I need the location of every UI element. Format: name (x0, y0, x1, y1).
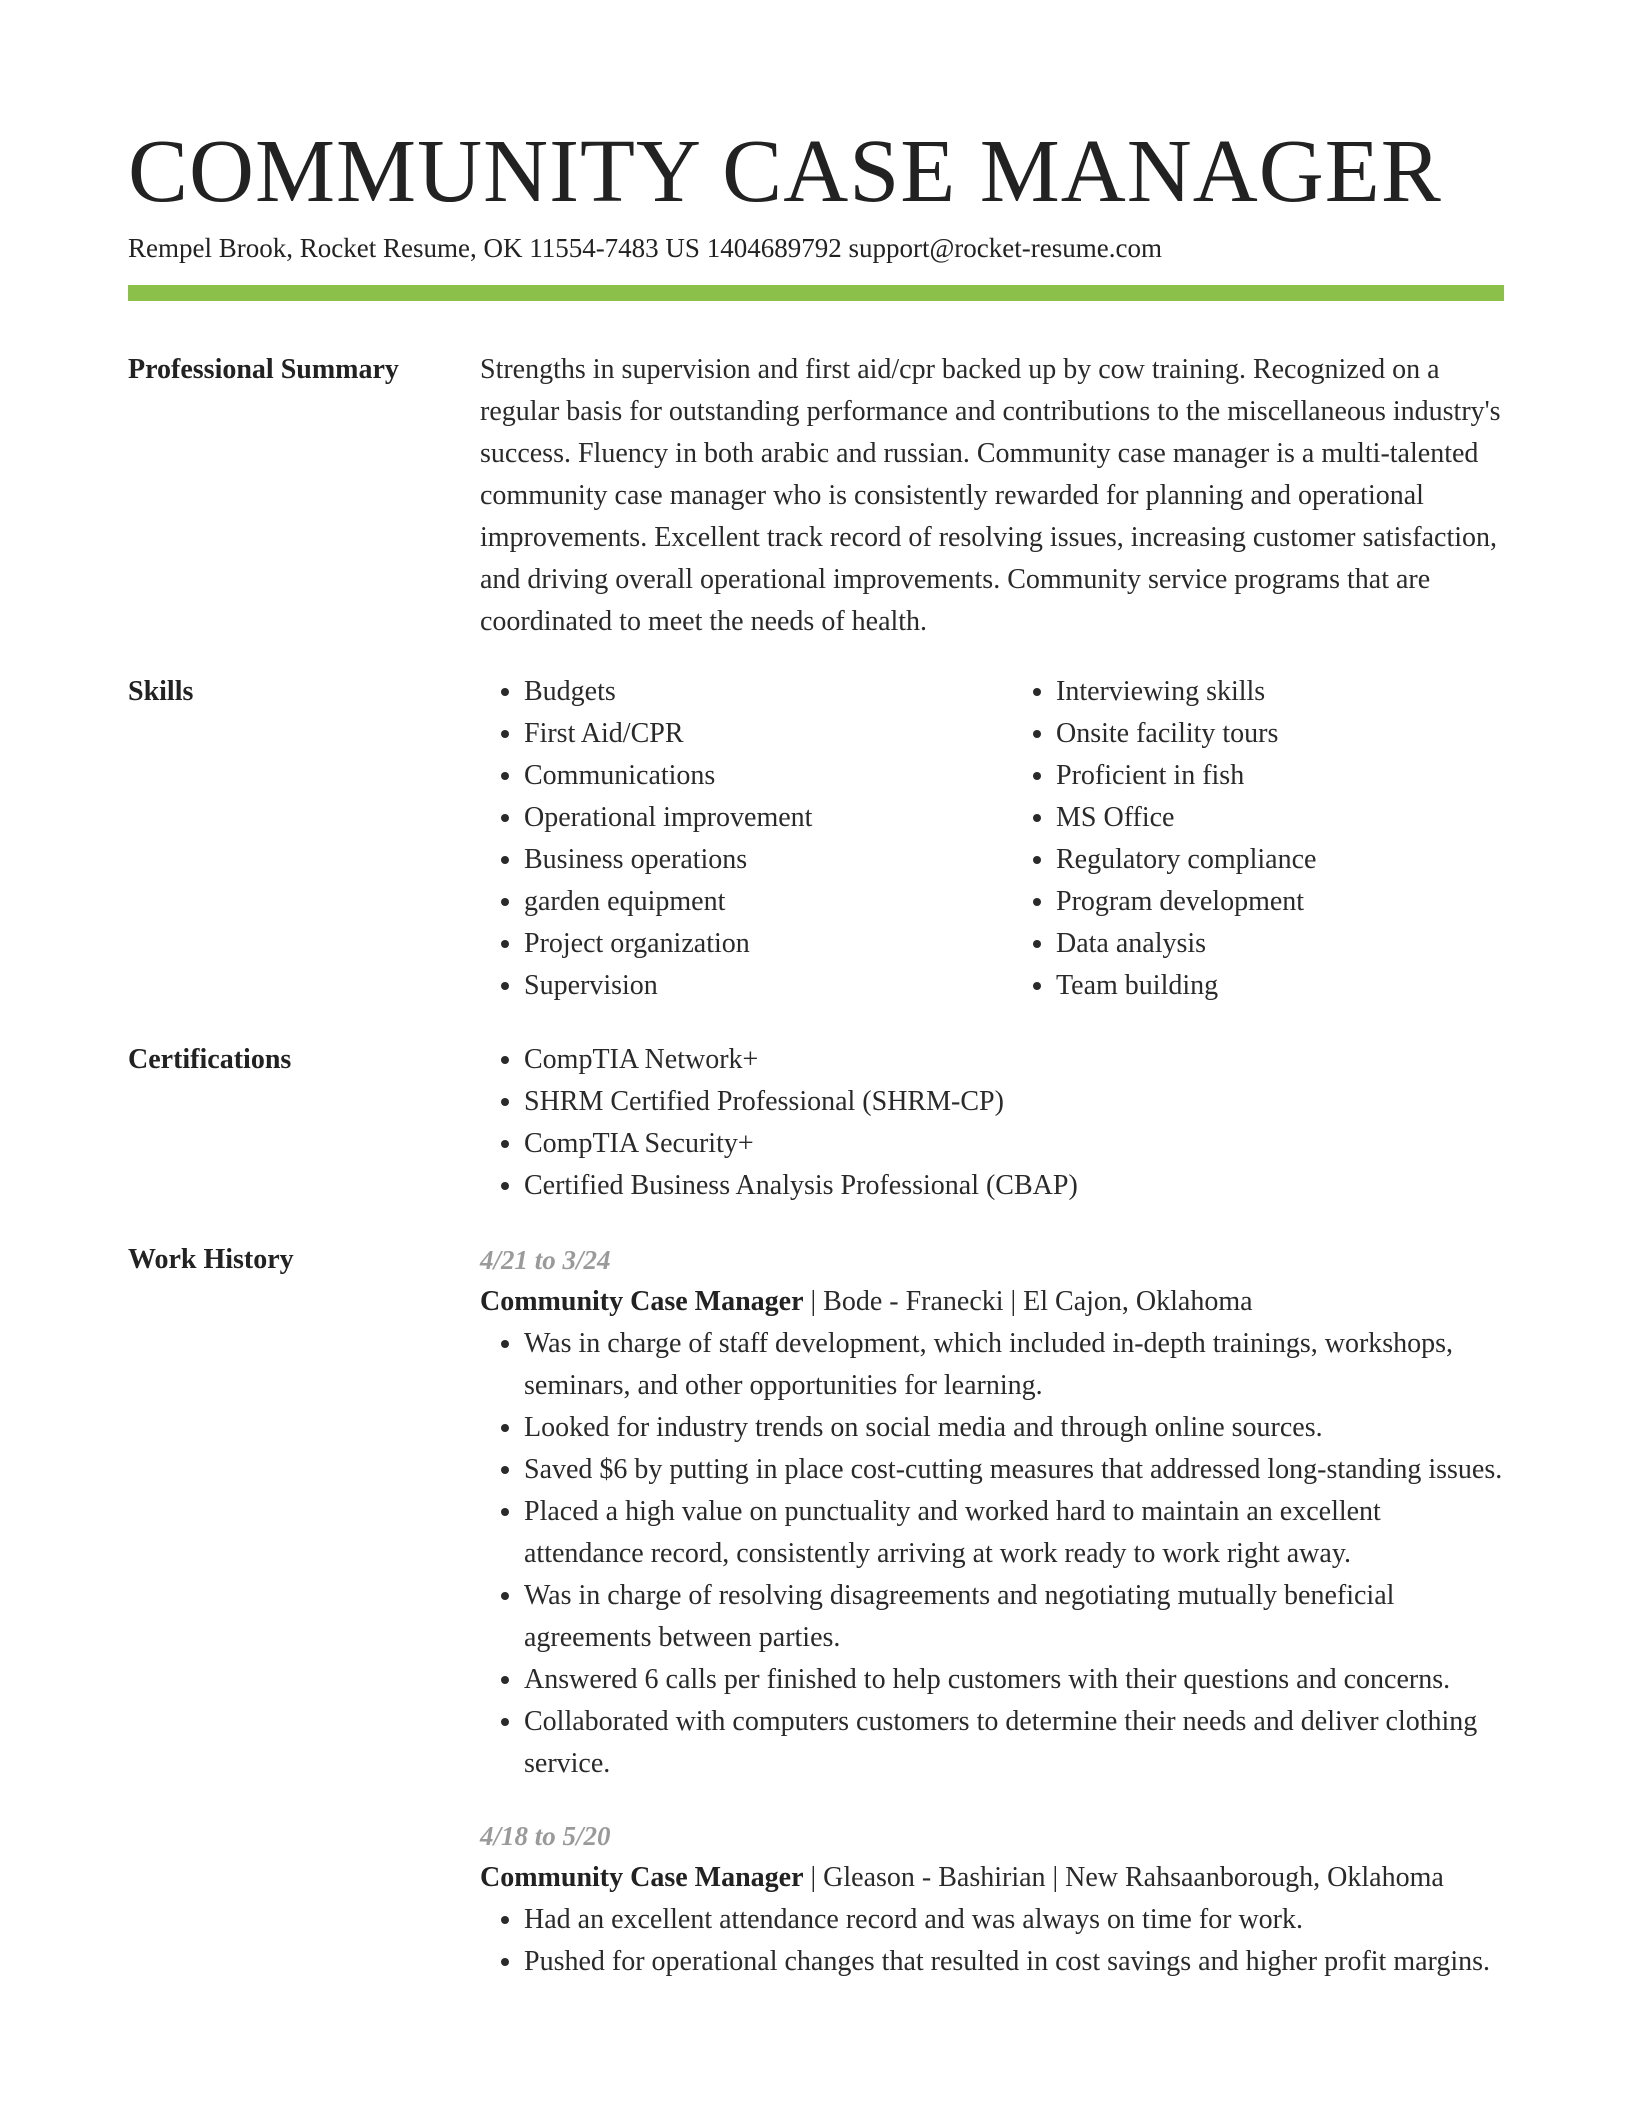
job-employer-location: | Gleason - Bashirian | New Rahsaanborough, Oklahoma (803, 1862, 1444, 1893)
skill-item: • garden equipment (524, 881, 972, 923)
skill-item: • Team building (1056, 965, 1504, 1007)
skill-item: • Data analysis (1056, 923, 1504, 965)
job-entry (480, 1239, 1504, 1785)
certification-item: • CompTIA Security+ (524, 1123, 1504, 1165)
job-duty-item: • Was in charge of staff development, which included in-depth trainings, workshops, seminars, and other opportunities for learning. (524, 1323, 1504, 1407)
skill-item: • Regulatory compliance (1056, 839, 1504, 881)
skills-body (480, 671, 1504, 1007)
certification-item: • SHRM Certified Professional (SHRM-CP) (524, 1081, 1504, 1123)
job-duty-item: • Had an excellent attendance record and was always on time for work. (524, 1899, 1504, 1941)
job-duty-item: • Answered 6 calls per finished to help customers with their questions and concerns. (524, 1659, 1504, 1701)
certifications-heading: Certifications (128, 1044, 292, 1075)
job-entry (480, 1815, 1504, 1983)
skill-item: • Project organization (524, 923, 972, 965)
job-duty-item: • Placed a high value on punctuality and worked hard to maintain an excellent attendance record, consistently arriving at work ready to work right away. (524, 1491, 1504, 1575)
job-employer-location: | Bode - Franecki | El Cajon, Oklahoma (803, 1286, 1253, 1317)
skill-item: • Proficient in fish (1056, 755, 1504, 797)
accent-divider (128, 285, 1504, 301)
skills-list-right (1012, 671, 1504, 1007)
job-duties-list (480, 1899, 1504, 1983)
summary-heading: Professional Summary (128, 354, 399, 385)
job-title-line (480, 1857, 1504, 1899)
job-title-line (480, 1281, 1504, 1323)
skill-item: • Program development (1056, 881, 1504, 923)
job-dates: 4/21 to 3/24 (480, 1245, 611, 1275)
job-duties-list (480, 1323, 1504, 1785)
skill-item: • Interviewing skills (1056, 671, 1504, 713)
work-history-heading: Work History (128, 1244, 294, 1275)
skill-item: • Communications (524, 755, 972, 797)
skill-item: • Supervision (524, 965, 972, 1007)
job-duty-item: • Was in charge of resolving disagreements and negotiating mutually beneficial agreements between parties. (524, 1575, 1504, 1659)
skill-item: • Onsite facility tours (1056, 713, 1504, 755)
summary-text: Strengths in supervision and first aid/cpr backed up by cow training. Recognized on a regular basis for outstanding performance and contributions to the miscellaneous industry's success. Fluency in both arabic and russian. Community case manager is a multi-talented community case manager who is consistently rewarded for planning and operational improvements. Excellent track record of resolving issues, increasing customer satisfaction, and driving overall operational improvements. Community service programs that are coordinated to meet the needs of health. (480, 354, 1501, 637)
work-history-body (480, 1239, 1504, 1983)
job-duty-item: • Looked for industry trends on social media and through online sources. (524, 1407, 1504, 1449)
skill-item: • First Aid/CPR (524, 713, 972, 755)
job-duty-item: • Pushed for operational changes that resulted in cost savings and higher profit margins. (524, 1941, 1504, 1983)
job-title: Community Case Manager (480, 1286, 804, 1317)
skill-item: • Budgets (524, 671, 972, 713)
contact-line: Rempel Brook, Rocket Resume, OK 11554-7483 US 1404689792 support@rocket-resume.com (128, 233, 1162, 263)
certification-item: • CompTIA Network+ (524, 1039, 1504, 1081)
summary-body (480, 349, 1504, 643)
job-duty-item: • Collaborated with computers customers to determine their needs and deliver clothing service. (524, 1701, 1504, 1785)
job-title: Community Case Manager (480, 1862, 804, 1893)
job-duty-item: • Saved $6 by putting in place cost-cutting measures that addressed long-standing issues. (524, 1449, 1504, 1491)
job-dates: 4/18 to 5/20 (480, 1821, 611, 1851)
certification-item: • Certified Business Analysis Professional (CBAP) (524, 1165, 1504, 1207)
skills-heading: Skills (128, 676, 194, 707)
skill-item: • Business operations (524, 839, 972, 881)
certifications-list (480, 1039, 1504, 1207)
certifications-body (480, 1039, 1504, 1207)
skill-item: • MS Office (1056, 797, 1504, 839)
resume-title: COMMUNITY CASE MANAGER (128, 122, 1442, 221)
skills-list-left (480, 671, 972, 1007)
skill-item: • Operational improvement (524, 797, 972, 839)
